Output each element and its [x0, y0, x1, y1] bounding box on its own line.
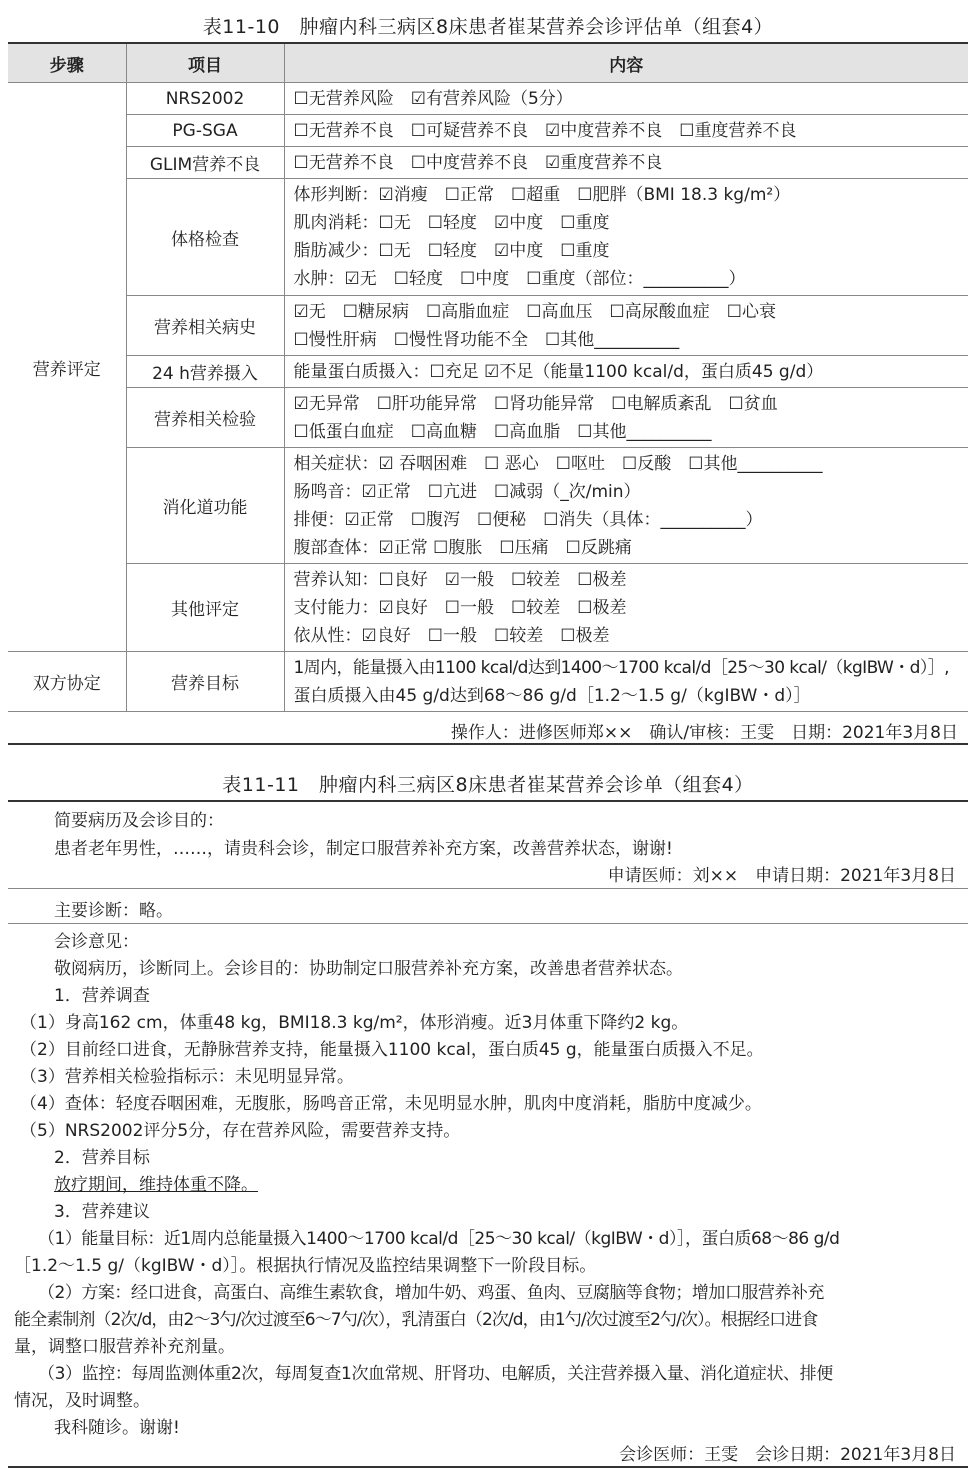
- opinion-label: 会诊意见：: [54, 932, 139, 952]
- header-step: 步骤: [8, 43, 126, 83]
- consult-signature: 会诊医师：王雯 会诊日期：2021年3月8日: [619, 1445, 956, 1465]
- item-other: 其他评定: [126, 564, 284, 652]
- survey-item-5: （5）NRS2002评分5分，存在营养风险，需要营养支持。: [20, 1121, 461, 1141]
- content-nrs: ☐无营养风险 ☑有营养风险（5分）: [284, 83, 968, 115]
- advice-1-line-1: （1）能量目标：近1周内总能量摄入1400～1700 kcal/d［25～30 kcal/（kgIBW・d）］，蛋白质68～86 g/d: [38, 1229, 840, 1249]
- content-glim: ☐无营养不良 ☐中度营养不良 ☑重度营养不良: [284, 147, 968, 179]
- content-goal: 1周内，能量摄入由1100 kcal/d达到1400～1700 kcal/d［25～30 kcal/（kgIBW・d）］, 蛋白质摄入由45 g/d达到68～86 g/d［1.2～1.5 g/（kgIBW・d）］: [284, 652, 968, 712]
- step-evaluation: 营养评定: [8, 83, 126, 652]
- section-goal: 2．营养目标: [54, 1148, 150, 1168]
- section-survey: 1．营养调查: [54, 986, 150, 1006]
- header-content: 内容: [284, 43, 968, 83]
- table1-signature: 操作人：进修医师郑×× 确认/审核：王雯 日期：2021年3月8日: [450, 723, 958, 743]
- advice-2-line-1: （2）方案：经口进食，高蛋白、高维生素软食，增加牛奶、鸡蛋、鱼肉、豆腐脑等食物；增加口服营养补充: [38, 1283, 824, 1303]
- closing-text: 我科随诊。谢谢!: [54, 1418, 180, 1438]
- table2-bottom-rule: [8, 1466, 968, 1468]
- item-physical: 体格检查: [126, 179, 284, 296]
- survey-item-3: （3）营养相关检验指标示：未见明显异常。: [20, 1067, 354, 1087]
- item-pgsga: PG-SGA: [126, 115, 284, 147]
- table1-title: 表11-10 肿瘤内科三病区8床患者崔某营养会诊评估单（组套4）: [202, 16, 774, 38]
- advice-3-line-1: （3）监控：每周监测体重2次，每周复查1次血常规、肝肾功、电解质，关注营养摄入量、消化道症状、排便: [38, 1364, 833, 1384]
- content-gi: 相关症状：☑ 吞咽困难 ☐ 恶心 ☐呕吐 ☐反酸 ☐其他__________ 肠鸣音：☑正常 ☐亢进 ☐减弱（_次/min） 排便：☑正常 ☐腹泻 ☐便秘 ☐消失（具体：__________） 腹部查体：☑正常 ☐腹胀 ☐压痛 ☐反跳痛: [284, 448, 968, 564]
- step-agreement: 双方协定: [8, 652, 126, 712]
- item-gi: 消化道功能: [126, 448, 284, 564]
- advice-2-line-2: 能全素制剂（2次/d，由2～3勺/次过渡至6～7勺/次），乳清蛋白（2次/d，由1勺/次过渡至2勺/次）。根据经口进食: [14, 1310, 818, 1330]
- advice-1-line-2: ［1.2～1.5 g/（kgIBW・d）］。根据执行情况及监控结果调整下一阶段目标。: [14, 1256, 597, 1276]
- assessment-table: [8, 42, 968, 712]
- main-diagnosis: 主要诊断：略。: [54, 901, 173, 921]
- table1-bottom-rule: [8, 743, 968, 745]
- content-history: ☑无 ☐糖尿病 ☐高脂血症 ☐高血压 ☐高尿酸血症 ☐心衰 ☐慢性肝病 ☐慢性肾功能不全 ☐其他__________: [284, 296, 968, 356]
- divider-1: [8, 888, 968, 889]
- survey-item-1: （1）身高162 cm，体重48 kg，BMI18.3 kg/m²，体形消瘦。近3月体重下降约2 kg。: [20, 1013, 689, 1033]
- content-lab: ☑无异常 ☐肝功能异常 ☐肾功能异常 ☐电解质紊乱 ☐贫血 ☐低蛋白血症 ☐高血糖 ☐高血脂 ☐其他__________: [284, 388, 968, 448]
- section-advice: 3．营养建议: [54, 1202, 150, 1222]
- item-history: 营养相关病史: [126, 296, 284, 356]
- advice-3-line-2: 情况，及时调整。: [14, 1391, 150, 1411]
- request-signature: 申请医师：刘×× 申请日期：2021年3月8日: [607, 866, 956, 886]
- survey-item-2: （2）目前经口进食，无静脉营养支持，能量摄入1100 kcal，蛋白质45 g，能量蛋白质摄入不足。: [20, 1040, 764, 1060]
- header-item: 项目: [126, 43, 284, 83]
- survey-item-4: （4）查体：轻度吞咽困难，无腹胀，肠鸣音正常，未见明显水肿，肌肉中度消耗，脂肪中度减少。: [20, 1094, 762, 1114]
- item-nrs: NRS2002: [126, 83, 284, 115]
- opinion-line-1: 敬阅病历，诊断同上。会诊目的：协助制定口服营养补充方案，改善患者营养状态。: [54, 959, 683, 979]
- item-goal: 营养目标: [126, 652, 284, 712]
- content-intake: 能量蛋白质摄入：☐充足 ☑不足（能量1100 kcal/d，蛋白质45 g/d）: [284, 356, 968, 388]
- table2-title: 表11-11 肿瘤内科三病区8床患者崔某营养会诊单（组套4）: [222, 774, 754, 796]
- content-other: 营养认知：☐良好 ☑一般 ☐较差 ☐极差 支付能力：☑良好 ☐一般 ☐较差 ☐极差 依从性：☑良好 ☐一般 ☐较差 ☐极差: [284, 564, 968, 652]
- table2-top-rule: [8, 800, 968, 802]
- item-glim: GLIM营养不良: [126, 147, 284, 179]
- history-text: 患者老年男性，……，请贵科会诊，制定口服营养补充方案，改善营养状态，谢谢!: [54, 839, 673, 859]
- content-pgsga: ☐无营养不良 ☐可疑营养不良 ☑中度营养不良 ☐重度营养不良: [284, 115, 968, 147]
- goal-text: 放疗期间，维持体重不降。: [54, 1175, 258, 1195]
- content-physical: 体形判断：☑消瘦 ☐正常 ☐超重 ☐肥胖（BMI 18.3 kg/m²） 肌肉消耗：☐无 ☐轻度 ☑中度 ☐重度 脂肪减少：☐无 ☐轻度 ☑中度 ☐重度 水肿：☑无 ☐轻度 ☐中度 ☐重度（部位：__________）: [284, 179, 968, 296]
- advice-2-line-3: 量，调整口服营养补充剂量。: [14, 1337, 235, 1357]
- item-intake: 24 h营养摄入: [126, 356, 284, 388]
- history-label: 简要病历及会诊目的：: [54, 811, 224, 831]
- item-lab: 营养相关检验: [126, 388, 284, 448]
- divider-2: [8, 923, 968, 924]
